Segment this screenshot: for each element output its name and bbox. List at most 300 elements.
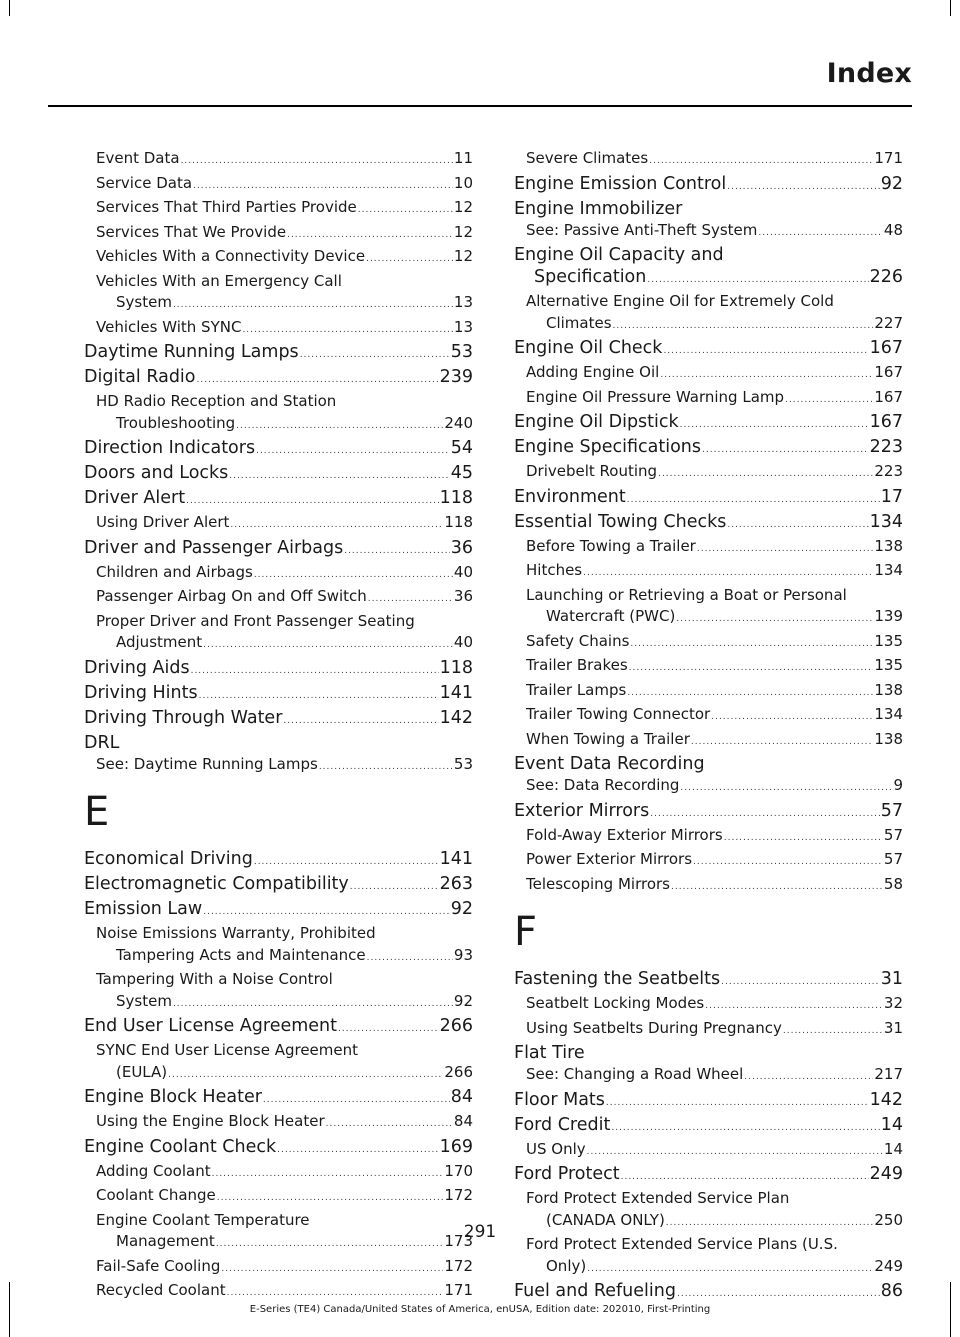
entry-term: See: Passive Anti-Theft System <box>526 220 758 239</box>
entry-term-lead: Noise Emissions Warranty, Prohibited <box>96 924 376 942</box>
index-entry-row <box>84 873 473 898</box>
entry-heading: Flat Tire <box>514 1043 585 1063</box>
entry-page-number: 266 <box>444 1062 473 1081</box>
index-entry-row <box>526 148 903 173</box>
entry-term: Vehicles With SYNC <box>96 317 242 336</box>
entry-term: (CANADA ONLY) <box>546 1210 665 1229</box>
index-subentry <box>514 1139 903 1164</box>
dot-leader <box>629 658 874 680</box>
index-subentry <box>84 1161 473 1186</box>
entry-term: Electromagnetic Compatibility <box>84 874 349 894</box>
index-entry-row <box>514 411 903 436</box>
entry-term: Driving Through Water <box>84 707 283 728</box>
dot-leader <box>236 416 443 438</box>
entry-term: Engine Specifications <box>514 437 702 457</box>
index-subentry <box>514 362 903 387</box>
index-entry <box>514 1042 903 1064</box>
index-entry-row <box>514 800 903 825</box>
index-subentry <box>514 291 903 337</box>
entry-page-number: 31 <box>880 969 903 989</box>
dot-leader <box>671 877 883 899</box>
index-subentry <box>84 271 473 317</box>
dot-leader <box>319 757 453 779</box>
entry-page-number: 45 <box>450 463 473 483</box>
dot-leader <box>660 365 873 387</box>
index-entry <box>514 511 903 536</box>
dot-leader <box>680 778 892 800</box>
index-subentry <box>514 148 903 173</box>
dot-leader <box>173 994 453 1016</box>
index-subentry <box>84 222 473 247</box>
entry-page-number: 118 <box>439 488 473 508</box>
page-number: 291 <box>463 1222 497 1242</box>
dot-leader <box>254 565 453 587</box>
index-subentry <box>514 631 903 656</box>
entry-term: Telescoping Mirrors <box>526 874 670 893</box>
entry-page-number: 12 <box>453 198 473 216</box>
entry-page-number: 138 <box>874 536 903 555</box>
index-entry-row <box>514 1114 903 1139</box>
index-entry <box>514 173 903 198</box>
index-entry <box>514 337 903 362</box>
entry-page-number: 223 <box>869 437 903 457</box>
dot-leader <box>676 609 873 631</box>
dot-leader <box>627 489 880 511</box>
index-subentry <box>84 969 473 1015</box>
dot-leader <box>744 1067 873 1089</box>
index-entry-row <box>514 1280 903 1305</box>
dot-leader <box>758 223 883 245</box>
entry-page-number: 250 <box>874 1210 903 1229</box>
index-subentry <box>514 729 903 754</box>
index-entry-row <box>96 1062 473 1087</box>
entry-term: Trailer Brakes <box>526 656 628 674</box>
entry-term: Adjustment <box>116 633 203 651</box>
entry-term: Driving Aids <box>84 657 190 678</box>
entry-term: Hitches <box>526 561 583 579</box>
index-entry-row <box>84 682 473 707</box>
entry-page-number: 171 <box>874 149 903 167</box>
index-entry-row <box>514 968 903 993</box>
dot-leader <box>203 901 450 923</box>
index-entry-row <box>514 1089 903 1114</box>
section-letter: E <box>84 789 110 835</box>
entry-term-lead: Launching or Retrieving a Boat or Personal <box>526 585 847 604</box>
entry-page-number: 58 <box>883 874 903 893</box>
dot-leader <box>277 1139 438 1161</box>
dot-leader <box>242 320 452 342</box>
entry-term: Children and Airbags <box>96 562 253 581</box>
index-entry <box>84 898 473 923</box>
index-entry <box>514 198 903 220</box>
entry-page-number: 135 <box>874 656 903 674</box>
header-divider <box>48 105 912 107</box>
index-entry-row <box>526 849 903 874</box>
index-entry <box>84 732 473 754</box>
dot-leader <box>606 1092 869 1114</box>
dot-leader <box>230 515 443 537</box>
dot-leader <box>724 828 883 850</box>
index-entry-row <box>526 729 903 754</box>
entry-term: Fastening the Seatbelts <box>514 969 721 989</box>
entry-page-number: 141 <box>439 682 473 703</box>
index-entry <box>514 1114 903 1139</box>
index-entry-row <box>96 1280 473 1305</box>
entry-term: Engine Block Heater <box>84 1087 262 1107</box>
index-entry <box>84 1136 473 1161</box>
entry-page-number: 57 <box>883 825 903 844</box>
dot-leader <box>263 1089 450 1111</box>
index-subentry <box>514 536 903 561</box>
index-entry-row <box>96 197 473 222</box>
entry-term: Power Exterior Mirrors <box>526 850 693 868</box>
dot-leader <box>221 1259 443 1281</box>
entry-term-lead: Alternative Engine Oil for Extremely Cold <box>526 292 834 310</box>
index-subentry <box>84 1040 473 1086</box>
index-entry <box>514 411 903 436</box>
index-entry-row <box>84 657 473 682</box>
entry-term: Engine Emission Control <box>514 173 727 194</box>
entry-term: Fold-Away Exterior Mirrors <box>526 825 723 844</box>
index-subentry <box>84 1111 473 1136</box>
entry-page-number: 134 <box>874 705 903 723</box>
entry-term: Coolant Change <box>96 1186 216 1204</box>
entry-term: Adding Engine Oil <box>526 363 660 381</box>
entry-term: Driver Alert <box>84 488 186 508</box>
entry-page-number: 167 <box>874 387 903 406</box>
index-subentry <box>514 849 903 874</box>
entry-term: Direction Indicators <box>84 438 256 458</box>
index-entry-row <box>96 1256 473 1281</box>
entry-page-number: 53 <box>453 754 473 773</box>
dot-leader <box>613 316 874 338</box>
index-entry-row <box>526 362 903 387</box>
dot-leader <box>326 1114 453 1136</box>
entry-term: See: Data Recording <box>526 776 680 794</box>
entry-page-number: 173 <box>444 1232 473 1250</box>
index-entry-row <box>526 1139 903 1164</box>
index-entry-row <box>526 825 903 850</box>
entry-term: Driver and Passenger Airbags <box>84 537 344 558</box>
entry-page-number: 57 <box>883 850 903 868</box>
index-subentry <box>514 387 903 412</box>
dot-leader <box>663 340 868 362</box>
entry-term-lead: SYNC End User License Agreement <box>96 1041 359 1059</box>
entry-term: Exterior Mirrors <box>514 800 650 821</box>
entry-term: Only) <box>546 1256 587 1275</box>
index-entry-row <box>84 848 473 873</box>
index-entry-row <box>84 487 473 512</box>
index-entry <box>514 800 903 825</box>
entry-term: Emission Law <box>84 899 203 919</box>
index-entry-row <box>84 366 473 391</box>
entry-page-number: 266 <box>439 1016 473 1036</box>
dot-leader <box>785 390 873 412</box>
index-subentry <box>514 220 903 245</box>
entry-page-number: 172 <box>444 1186 473 1204</box>
index-entry-row <box>96 562 473 587</box>
dot-leader <box>691 732 873 754</box>
index-entry-row <box>96 945 473 970</box>
dot-leader <box>217 1188 444 1210</box>
index-entry-row <box>526 631 903 656</box>
index-subentry <box>84 391 473 437</box>
index-subentry <box>514 1018 903 1043</box>
entry-page-number: 142 <box>439 707 473 728</box>
index-subentry <box>514 825 903 850</box>
index-entry <box>514 244 903 291</box>
index-entry-row <box>96 292 473 317</box>
index-entry <box>84 873 473 898</box>
dot-leader <box>621 1166 869 1188</box>
dot-leader <box>254 851 439 873</box>
entry-term: Climates <box>546 313 612 332</box>
dot-leader <box>191 660 439 682</box>
dot-leader <box>368 589 453 611</box>
entry-page-number: 14 <box>880 1114 903 1135</box>
index-entry-row <box>514 337 903 362</box>
entry-term-lead: Vehicles With an Emergency Call <box>96 271 342 290</box>
dot-leader <box>702 439 869 461</box>
index-subentry <box>514 560 903 585</box>
index-entry-row <box>84 707 473 732</box>
dot-leader <box>203 635 453 657</box>
entry-term: Floor Mats <box>514 1089 605 1110</box>
entry-term-lead: Ford Protect Extended Service Plan <box>526 1189 790 1207</box>
entry-term: Before Towing a Trailer <box>526 536 696 555</box>
index-subentry <box>84 1256 473 1281</box>
crop-mark-top-right-v <box>950 0 951 16</box>
entry-page-number: 118 <box>439 657 473 678</box>
index-subentry <box>514 680 903 705</box>
index-entry-row <box>96 222 473 247</box>
entry-page-number: 240 <box>444 413 473 432</box>
index-subentry <box>84 246 473 271</box>
index-subentry <box>514 585 903 631</box>
entry-term: Using Driver Alert <box>96 513 230 531</box>
dot-leader <box>227 1283 444 1305</box>
index-entry-row <box>84 341 473 366</box>
entry-term: Trailer Towing Connector <box>526 705 711 723</box>
dot-leader <box>647 269 868 291</box>
entry-page-number: 138 <box>874 729 903 748</box>
entry-term: Event Data <box>96 149 180 167</box>
index-entry-row <box>526 536 903 561</box>
entry-term: Trailer Lamps <box>526 680 627 699</box>
dot-leader <box>168 1065 443 1087</box>
index-entry <box>84 1086 473 1111</box>
entry-page-number: 14 <box>883 1139 903 1158</box>
entry-page-number: 9 <box>893 776 903 794</box>
dot-leader <box>697 539 874 561</box>
dot-leader <box>350 876 439 898</box>
entry-term: Services That Third Parties Provide <box>96 198 357 216</box>
entry-page-number: 57 <box>880 800 903 821</box>
index-entry-row <box>96 632 473 657</box>
index-subentry <box>84 173 473 198</box>
index-entry-row <box>526 1256 903 1281</box>
dot-leader <box>680 414 869 436</box>
dot-leader <box>229 465 449 487</box>
index-entry-row <box>526 387 903 412</box>
entry-page-number: 169 <box>439 1136 473 1157</box>
entry-page-number: 48 <box>883 220 903 239</box>
entry-page-number: 36 <box>453 587 473 605</box>
entry-term: Engine Oil Dipstick <box>514 412 679 432</box>
entry-term: Digital Radio <box>84 367 196 387</box>
entry-page-number: 54 <box>450 438 473 458</box>
entry-term: Using the Engine Block Heater <box>96 1112 325 1130</box>
entry-term: Seatbelt Locking Modes <box>526 994 705 1012</box>
entry-heading: Engine Immobilizer <box>514 198 683 219</box>
page-title: Index <box>826 58 912 89</box>
entry-term-lead: HD Radio Reception and Station <box>96 392 337 410</box>
entry-page-number: 92 <box>450 899 473 919</box>
entry-term: End User License Agreement <box>84 1016 337 1036</box>
entry-page-number: 167 <box>869 412 903 432</box>
section-letter: F <box>514 909 538 955</box>
index-entry-row <box>526 704 903 729</box>
entry-term: Safety Chains <box>526 631 630 650</box>
entry-term: US Only <box>526 1139 586 1158</box>
index-entry-row <box>96 991 473 1016</box>
index-entry-row <box>96 586 473 611</box>
dot-leader <box>366 249 453 271</box>
index-entry-row <box>514 1163 903 1188</box>
index-entry-row <box>526 313 903 338</box>
dot-leader <box>649 151 873 173</box>
dot-leader <box>693 852 883 874</box>
index-entry <box>514 1163 903 1188</box>
index-entry-row <box>526 655 903 680</box>
entry-term: Fail-Safe Cooling <box>96 1256 221 1275</box>
index-subentry <box>84 317 473 342</box>
dot-leader <box>300 344 450 366</box>
dot-leader <box>587 1259 873 1281</box>
entry-page-number: 31 <box>883 1018 903 1037</box>
entry-page-number: 167 <box>869 338 903 358</box>
dot-leader <box>783 1021 883 1043</box>
entry-heading: DRL <box>84 732 120 753</box>
entry-page-number: 227 <box>874 313 903 332</box>
index-entry <box>514 1089 903 1114</box>
index-subentry <box>84 923 473 969</box>
index-entry <box>84 487 473 512</box>
dot-leader <box>199 685 439 707</box>
index-entry <box>514 436 903 461</box>
dot-leader <box>677 1283 880 1305</box>
entry-page-number: 12 <box>453 247 473 265</box>
dot-leader <box>212 1164 444 1186</box>
dot-leader <box>283 710 438 732</box>
index-subentry <box>514 704 903 729</box>
dot-leader <box>338 1018 439 1040</box>
index-entry <box>84 707 473 732</box>
index-entry <box>514 968 903 993</box>
index-entry-row <box>84 1136 473 1161</box>
entry-page-number: 172 <box>444 1256 473 1275</box>
index-subentry <box>84 197 473 222</box>
entry-page-number: 40 <box>453 562 473 581</box>
entry-page-number: 53 <box>450 342 473 362</box>
entry-page-number: 13 <box>453 317 473 336</box>
entry-term: Watercraft (PWC) <box>546 607 676 625</box>
index-entry-row <box>526 993 903 1018</box>
index-entry <box>84 657 473 682</box>
entry-page-number: 11 <box>453 149 473 167</box>
index-entry-row <box>526 775 903 800</box>
entry-term: Passenger Airbag On and Off Switch <box>96 587 367 605</box>
index-subentry <box>514 655 903 680</box>
entry-page-number: 223 <box>874 462 903 480</box>
index-entry <box>84 366 473 391</box>
index-entry-row <box>96 317 473 342</box>
index-column-right <box>514 148 903 1305</box>
entry-page-number: 249 <box>874 1256 903 1275</box>
index-subentry <box>84 148 473 173</box>
dot-leader <box>583 563 873 585</box>
entry-term: Using Seatbelts During Pregnancy <box>526 1018 782 1037</box>
index-entry <box>84 437 473 462</box>
entry-term: Ford Credit <box>514 1114 611 1135</box>
index-subentry <box>514 993 903 1018</box>
index-entry <box>84 462 473 487</box>
entry-term: Recycled Coolant <box>96 1281 226 1299</box>
entry-term: See: Daytime Running Lamps <box>96 754 318 773</box>
entry-term: Driving Hints <box>84 682 198 703</box>
dot-leader <box>727 176 879 198</box>
entry-page-number: 32 <box>883 994 903 1012</box>
index-entry-row <box>526 220 903 245</box>
entry-term: Daytime Running Lamps <box>84 342 299 362</box>
dot-leader <box>173 295 453 317</box>
index-entry-row <box>84 537 473 562</box>
index-entry-row <box>96 754 473 779</box>
index-entry-row <box>96 1111 473 1136</box>
dot-leader <box>587 1142 883 1164</box>
index-entry-row <box>96 1161 473 1186</box>
entry-page-number: 167 <box>874 363 903 381</box>
entry-page-number: 134 <box>874 561 903 579</box>
index-subentry <box>84 754 473 779</box>
index-entry-row <box>96 1185 473 1210</box>
entry-page-number: 239 <box>439 367 473 387</box>
dot-leader <box>181 151 453 173</box>
index-subentry <box>514 874 903 899</box>
entry-page-number: 226 <box>869 267 903 287</box>
entry-page-number: 217 <box>874 1065 903 1083</box>
index-entry-row <box>96 413 473 438</box>
entry-term: Management <box>116 1232 215 1250</box>
index-entry <box>514 753 903 775</box>
dot-leader <box>197 369 439 391</box>
dot-leader <box>627 683 873 705</box>
entry-term: (EULA) <box>116 1062 168 1081</box>
index-subentry <box>514 461 903 486</box>
index-entry-row <box>514 266 903 291</box>
index-subentry <box>84 562 473 587</box>
entry-page-number: 171 <box>444 1281 473 1299</box>
index-entry-row <box>84 898 473 923</box>
entry-term: Environment <box>514 486 626 507</box>
dot-leader <box>256 440 450 462</box>
entry-page-number: 142 <box>869 1089 903 1110</box>
index-subentry <box>84 1185 473 1210</box>
entry-term: Economical Driving <box>84 849 253 869</box>
entry-page-number: 84 <box>450 1087 473 1107</box>
index-entry-row <box>96 173 473 198</box>
entry-term: Specification <box>534 267 647 287</box>
